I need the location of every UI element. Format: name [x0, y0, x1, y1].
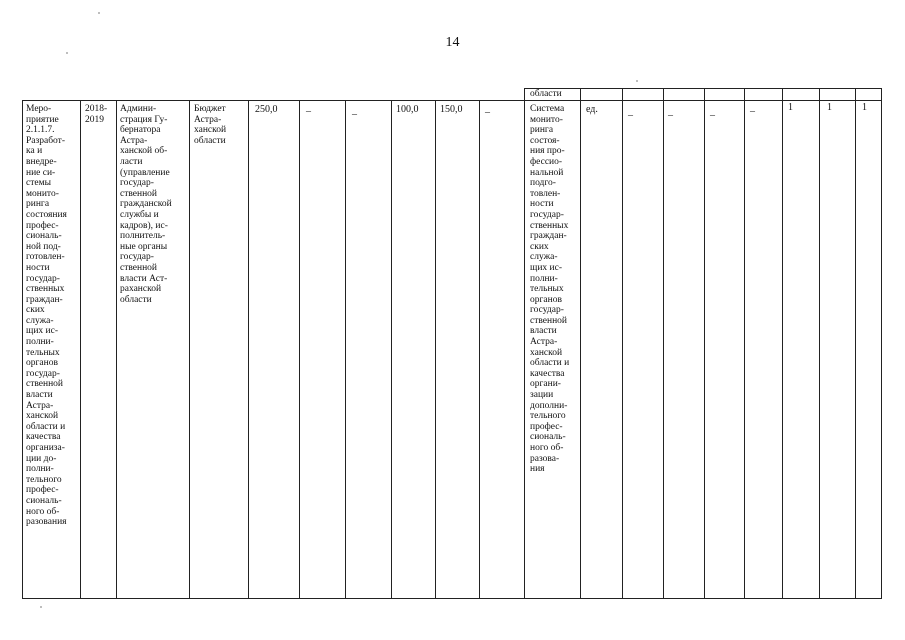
- indicator-value-3-cell: –: [710, 110, 715, 121]
- funding-source-cell: Бюджет Астра- ханской области: [194, 104, 227, 146]
- col-divider: [782, 88, 783, 598]
- col-divider: [435, 100, 436, 598]
- col-divider: [248, 100, 249, 598]
- scan-speck: [40, 606, 42, 608]
- funding-year-2-cell: –: [352, 109, 357, 120]
- col-divider: [524, 88, 525, 598]
- indicator-value-6-cell: 1: [827, 102, 832, 113]
- table-header-bottom-border: [22, 100, 882, 101]
- col-divider: [189, 100, 190, 598]
- funding-year-1-cell: –: [306, 106, 311, 117]
- scan-speck: [636, 80, 638, 82]
- indicator-value-5-cell: 1: [788, 102, 793, 113]
- col-divider: [744, 88, 745, 598]
- col-divider: [22, 100, 23, 598]
- indicator-value-4-cell: –: [750, 106, 755, 117]
- scan-speck: [66, 52, 68, 54]
- funding-year-5-cell: –: [485, 107, 490, 118]
- col-divider: [622, 88, 623, 598]
- col-divider: [580, 88, 581, 598]
- page-number: 14: [445, 35, 460, 50]
- col-divider: [80, 100, 81, 598]
- period-cell: 2018- 2019: [85, 104, 108, 125]
- funding-year-4-cell: 150,0: [440, 104, 463, 115]
- funding-year-3-cell: 100,0: [396, 104, 419, 115]
- event-name-cell: Меро- приятие 2.1.1.7. Разработ- ка и внедре- ние си- стемы монито- ринга состояния профес- сиональ- ной под- готовлен- ности государ- ственных граждан- ских служа- щих ис- полни- тельных органов государ- ственной власти Астра- ханской области и качества организа- ции до- полни- тельного профес- сиональ- ного об- разования: [26, 104, 67, 528]
- table-bottom-border: [22, 598, 882, 599]
- indicator-value-2-cell: –: [668, 110, 673, 121]
- executor-cell: Админи- страция Гу- бернатора Астра- ханской об- ласти (управление государ- ственной гражданской службы и кадров), ис- полнитель- ные органы государ- ственной власти Аст- раханской области: [120, 104, 172, 305]
- col-divider: [299, 100, 300, 598]
- col-divider: [663, 88, 664, 598]
- col-divider: [345, 100, 346, 598]
- col-divider: [391, 100, 392, 598]
- funding-total-cell: 250,0: [255, 104, 278, 115]
- col-divider: [881, 88, 882, 598]
- col-divider: [855, 88, 856, 598]
- indicator-value-1-cell: –: [628, 110, 633, 121]
- col-divider: [116, 100, 117, 598]
- scan-speck: [98, 12, 100, 14]
- col-divider: [479, 100, 480, 598]
- unit-cell: ед.: [586, 104, 598, 115]
- indicator-cell: Система монито- ринга состоя- ния про- фессио- нальной подго- товлен- ности государ- ственных граждан- ских служа- щих ис- полни- тельных органов государ- ственной власти Астра- ханской области и качества органи- зации дополни- тельного профес- сиональ- ного об- разова- ния: [530, 104, 570, 475]
- col-divider: [819, 88, 820, 598]
- col-divider: [704, 88, 705, 598]
- indicator-value-7-cell: 1: [862, 102, 867, 113]
- header-continuation-text: области: [530, 89, 562, 99]
